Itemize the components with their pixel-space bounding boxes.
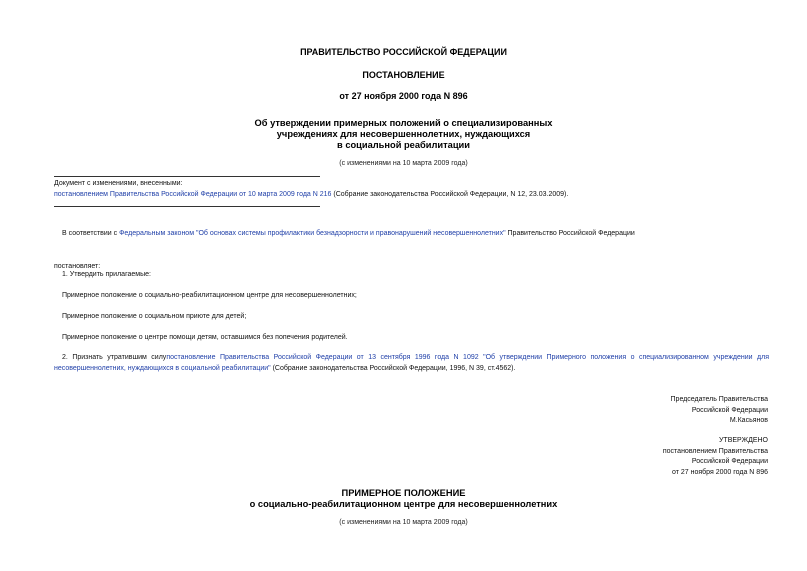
preamble	[62, 230, 635, 237]
changes-box-top-rule	[54, 176, 320, 177]
sub-item-3: Примерное положение о центре помощи детям, оставшимся без попечения родителей.	[62, 334, 348, 341]
changes-intro: Документ с изменениями, внесенными:	[54, 180, 183, 187]
date-number-heading: от 27 ноября 2000 года N 896	[339, 91, 468, 101]
appendix-title-line-2: о социально-реабилитационном центре для несовершеннолетних	[249, 499, 558, 509]
changes-suffix: (Собрание законодательства Российской Федерации, N 12, 23.03.2009).	[331, 191, 569, 198]
approved-line-4: от 27 ноября 2000 года N 896	[672, 468, 768, 476]
item-2-suffix: (Собрание законодательства Российской Федерации, 1996, N 39, ст.4562).	[270, 365, 516, 372]
approved-line-2: постановлением Правительства	[662, 447, 768, 455]
title-line-1: Об утверждении примерных положений о специализированных	[254, 118, 553, 128]
decree-word: постановляет:	[54, 263, 101, 270]
sub-item-1: Примерное положение о социально-реабилитационном центре для несовершеннолетних;	[62, 292, 357, 299]
approved-line-3: Российской Федерации	[691, 458, 768, 465]
amendment-decree-link[interactable]: постановлением Правительства Российской Федерации от 10 марта 2009 года N 216	[54, 191, 332, 198]
doc-type-heading: ПОСТАНОВЛЕНИЕ	[362, 70, 445, 80]
item-2	[54, 352, 769, 374]
changes-box-bottom-rule	[54, 206, 320, 207]
approved-line-1: УТВЕРЖДЕНО	[718, 437, 768, 444]
title-amendments-note: (с изменениями на 10 марта 2009 года)	[339, 160, 468, 167]
document-title	[0, 118, 807, 151]
federal-law-link[interactable]: Федеральным законом "Об основах системы профилактики безнадзорности и правонарушений несовершеннолетних"	[119, 230, 506, 237]
preamble-prefix: В соответствии с	[62, 230, 120, 237]
preamble-suffix: Правительство Российской Федерации	[505, 230, 635, 237]
item-1: 1. Утвердить прилагаемые:	[62, 271, 151, 278]
sub-item-2: Примерное положение о социальном приюте для детей;	[62, 313, 247, 320]
approved-block	[560, 436, 768, 478]
appendix-amendments-note: (с изменениями на 10 марта 2009 года)	[339, 519, 468, 526]
title-line-2: учреждениях для несовершеннолетних, нуждающихся	[276, 129, 531, 139]
changes-line	[54, 191, 568, 198]
signature-block	[560, 395, 768, 427]
signature-line-2: Российской Федерации	[691, 406, 768, 414]
government-heading: ПРАВИТЕЛЬСТВО РОССИЙСКОЙ ФЕДЕРАЦИИ	[300, 47, 507, 57]
title-line-3: в социальной реабилитации	[337, 140, 470, 150]
appendix-title-line-1: ПРИМЕРНОЕ ПОЛОЖЕНИЕ	[341, 488, 466, 498]
item-2-prefix: 2. Признать утратившим силу	[62, 354, 167, 361]
signature-line-3: М.Касьянов	[729, 417, 768, 424]
signature-line-1: Председатель Правительства	[670, 396, 768, 403]
appendix-title	[0, 488, 807, 510]
repealed-decree-link[interactable]: постановление Правительства Российской Федерации от 13 сентября 1996 года N 1092 "Об утверждении Примерного положения о специализированном учреждении для несовершеннолетних, нуждающихся в социальной реабилитации"	[54, 354, 769, 372]
